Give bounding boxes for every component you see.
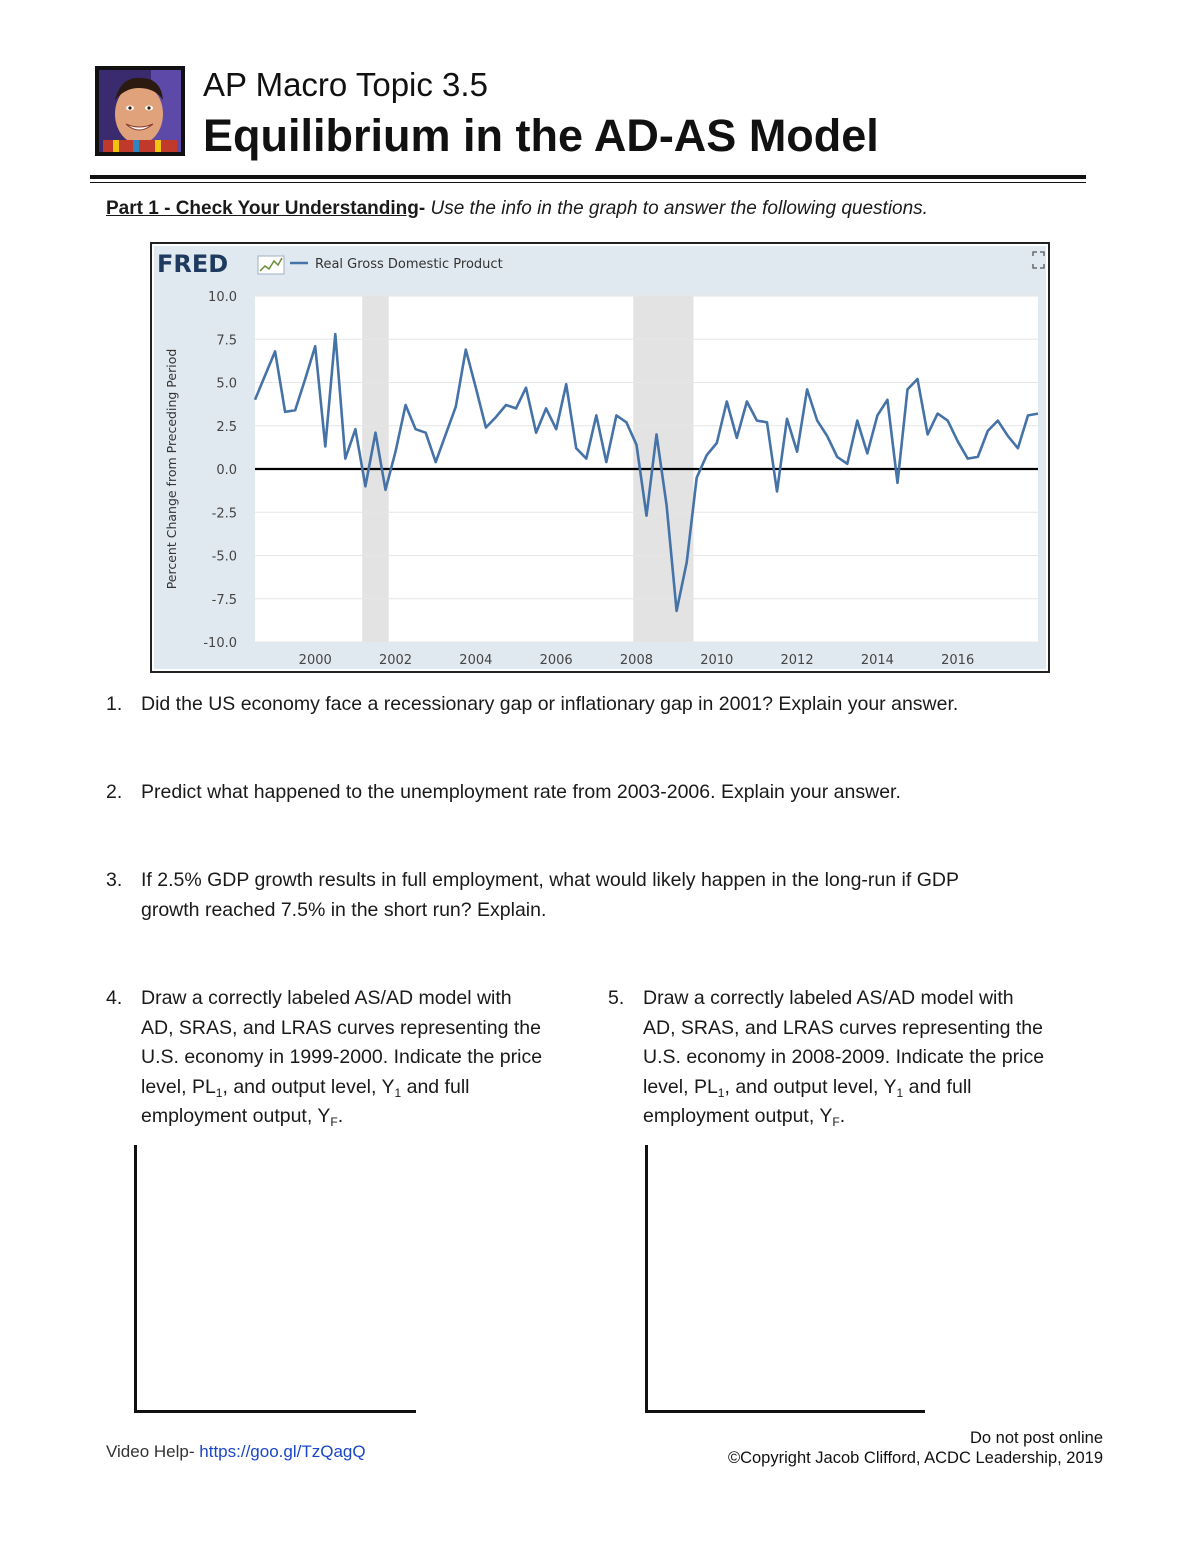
x-tick-label: 2016 <box>941 653 975 668</box>
page-title: Equilibrium in the AD-AS Model <box>203 110 879 161</box>
question-1 <box>106 690 1096 720</box>
question-5 <box>608 984 1098 1134</box>
question-number: 3. <box>106 869 123 891</box>
y-tick-label: 0.0 <box>216 463 237 478</box>
q4-line-2: AD, SRAS, and LRAS curves representing the <box>141 1016 541 1039</box>
question-3 <box>106 866 1096 926</box>
chart-canvas <box>152 244 1048 671</box>
header-rule-thin <box>90 182 1086 183</box>
q5-line-2: AD, SRAS, and LRAS curves representing the <box>643 1016 1043 1039</box>
author-photo <box>95 66 185 156</box>
x-tick-label: 2014 <box>860 653 894 668</box>
x-tick-label: 2006 <box>539 653 573 668</box>
question-text-line-1: If 2.5% GDP growth results in full employment, what would likely happen in the long-run if GDP <box>141 869 959 891</box>
y-tick-label: -10.0 <box>203 636 237 651</box>
y-tick-label: 5.0 <box>216 376 237 392</box>
x-tick-label: 2002 <box>378 653 413 668</box>
q5-line-3: U.S. economy in 2008-2009. Indicate the price <box>643 1046 1045 1068</box>
q5-line-4: level, $PL_1$, and output level, $Y_1$ and full <box>643 1075 972 1100</box>
fred-logo-graph-icon <box>258 256 284 274</box>
y-axis <box>645 1145 648 1413</box>
y-axis-label: Percent Change from Preceding Period <box>164 348 179 590</box>
part1-instructions: Use the info in the graph to answer the following questions. <box>425 198 928 219</box>
q5-line-1: Draw a correctly labeled AS/AD model with <box>643 987 1014 1009</box>
legend-label: Real Gross Domestic Product <box>315 257 503 272</box>
y-tick-label: 2.5 <box>216 419 237 435</box>
q4-line-3: U.S. economy in 1999-2000. Indicate the price <box>141 1046 543 1068</box>
question-text <box>141 984 542 1132</box>
x-tick-label: 2008 <box>619 653 654 668</box>
fred-logo: FRED <box>157 250 229 278</box>
video-help <box>106 1442 366 1462</box>
video-help-label: Video Help- <box>106 1442 195 1461</box>
x-tick-label: 2000 <box>298 653 332 668</box>
y-tick-label: -7.5 <box>211 592 237 608</box>
blank-graph-q4[interactable] <box>134 1145 419 1415</box>
question-text <box>643 984 1044 1132</box>
x-axis <box>137 1410 416 1413</box>
x-tick-label: 2012 <box>780 653 814 668</box>
question-number: 5. <box>608 987 625 1009</box>
header-rule-thick <box>90 175 1086 179</box>
q4-line-1: Draw a correctly labeled AS/AD model with <box>141 987 512 1009</box>
y-tick-label: -5.0 <box>211 549 237 565</box>
part1-separator: - <box>418 198 426 219</box>
question-number: 4. <box>106 987 123 1009</box>
y-tick-label: 7.5 <box>216 333 237 349</box>
x-tick-label: 2004 <box>459 653 493 668</box>
blank-graph-q5[interactable] <box>645 1145 930 1415</box>
do-not-post-notice: Do not post online <box>969 1429 1103 1447</box>
topic-subtitle: AP Macro Topic 3.5 <box>203 66 488 103</box>
question-4 <box>106 984 586 1134</box>
fred-chart <box>150 242 1050 673</box>
y-axis <box>134 1145 137 1413</box>
x-axis <box>648 1410 925 1413</box>
question-number: 1. <box>106 693 123 715</box>
question-text: Did the US economy face a recessionary gap or inflationary gap in 2001? Explain your answer. <box>141 693 959 715</box>
part1-heading-line <box>106 198 928 220</box>
q4-line-4: level, $PL_1$, and output level, $Y_1$ and full <box>141 1075 470 1100</box>
q5-line-5: employment output, $Y_F$. <box>643 1105 846 1129</box>
question-text-line-2: growth reached 7.5% in the short run? Explain. <box>141 899 547 921</box>
y-tick-label: -2.5 <box>211 506 237 522</box>
question-number: 2. <box>106 781 123 803</box>
x-tick-label: 2010 <box>700 653 734 668</box>
y-tick-label: 10.0 <box>208 290 237 305</box>
question-2 <box>106 778 1096 808</box>
copyright-notice: ©Copyright Jacob Clifford, ACDC Leadership, 2019 <box>727 1449 1103 1467</box>
part1-heading: Part 1 - Check Your Understanding <box>106 198 419 219</box>
question-text: Predict what happened to the unemployment rate from 2003-2006. Explain your answer. <box>141 781 901 803</box>
video-help-link[interactable]: https://goo.gl/TzQagQ <box>199 1442 366 1461</box>
q4-line-5: employment output, $Y_F$. <box>141 1105 344 1129</box>
